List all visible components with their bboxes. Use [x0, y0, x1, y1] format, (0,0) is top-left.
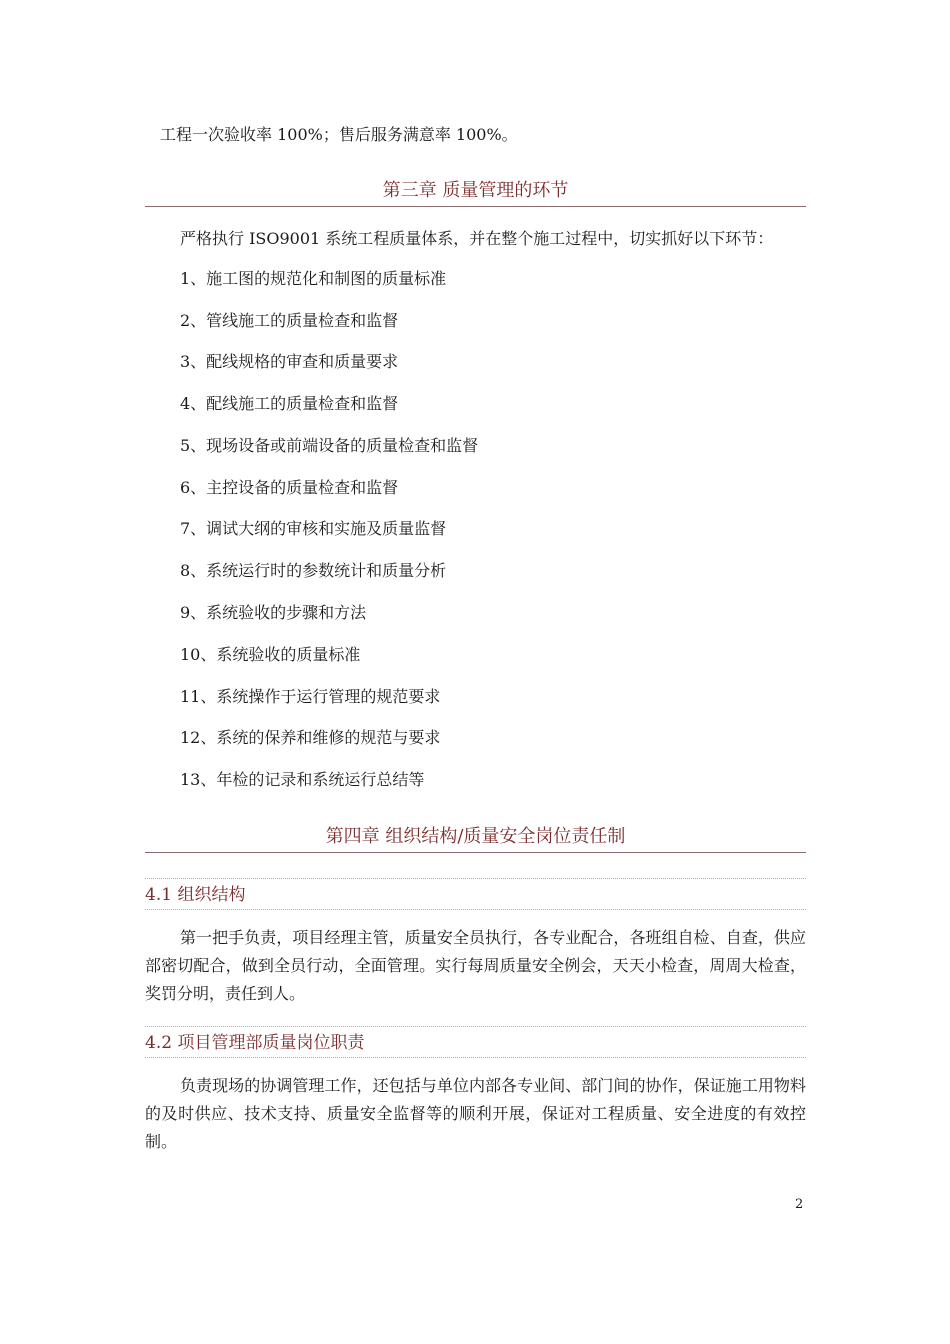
list-item: 1、施工图的规范化和制图的质量标准 [180, 269, 447, 288]
list-item: 12、系统的保养和维修的规范与要求 [180, 728, 441, 747]
list-item: 6、主控设备的质量检查和监督 [180, 478, 399, 497]
chapter-4-title: 第四章 组织结构/质量安全岗位责任制 [145, 824, 806, 853]
list-item: 7、调试大纲的审核和实施及质量监督 [180, 519, 447, 538]
list-item: 2、管线施工的质量检查和监督 [180, 311, 399, 330]
list-item: 3、配线规格的审查和质量要求 [180, 352, 399, 371]
section-4-1-heading: 4.1 组织结构 [145, 878, 806, 910]
page-number: 2 [795, 1197, 804, 1212]
list-item: 8、系统运行时的参数统计和质量分析 [180, 561, 447, 580]
chapter-3-title: 第三章 质量管理的环节 [145, 178, 806, 207]
list-item: 9、系统验收的步骤和方法 [180, 603, 367, 622]
intro-line: 工程一次验收率 100%；售后服务满意率 100%。 [160, 125, 518, 144]
section-4-2-body: 负责现场的协调管理工作，还包括与单位内部各专业间、部门间的协作，保证施工用物料的及时供应、技术支持、质量安全监督等的顺利开展，保证对工程质量、安全进度的有效控制。 [145, 1076, 806, 1151]
list-item: 13、年检的记录和系统运行总结等 [180, 770, 425, 789]
chapter-3-lead: 严格执行 ISO9001 系统工程质量体系，并在整个施工过程中，切实抓好以下环节： [180, 229, 774, 248]
list-item: 4、配线施工的质量检查和监督 [180, 394, 399, 413]
list-item: 10、系统验收的质量标准 [180, 645, 361, 664]
list-item: 11、系统操作于运行管理的规范要求 [180, 687, 441, 706]
list-item: 5、现场设备或前端设备的质量检查和监督 [180, 436, 479, 455]
section-4-1-body: 第一把手负责，项目经理主管，质量安全员执行，各专业配合，各班组自检、自查，供应部密切配合，做到全员行动，全面管理。实行每周质量安全例会，天天小检查，周周大检查，奖罚分明，责任到人。 [145, 928, 806, 1003]
section-4-2-heading: 4.2 项目管理部质量岗位职责 [145, 1026, 806, 1058]
